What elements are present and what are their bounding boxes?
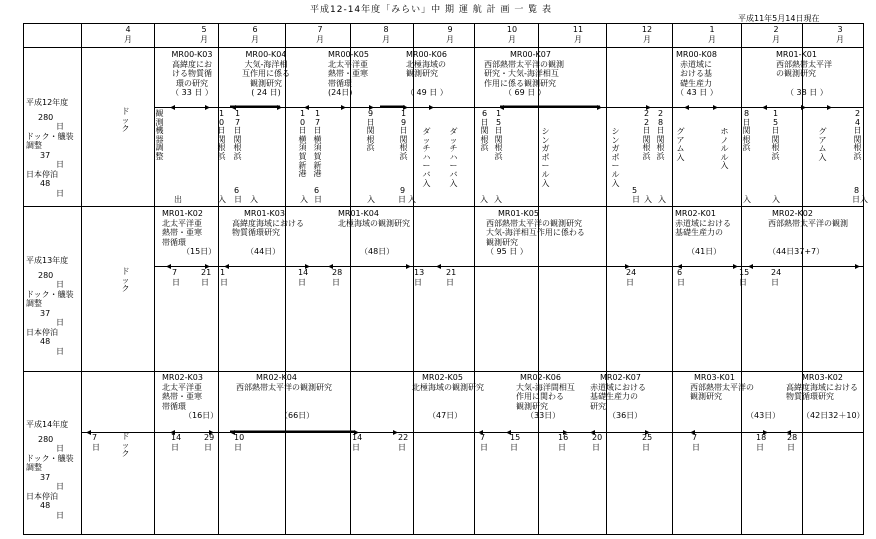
port-event: 17日関根浜: [233, 109, 242, 161]
month-number: 9: [447, 25, 453, 34]
port-event-dutch-harbor: ダッチハーバ入: [449, 127, 458, 188]
date-marker: 25 日: [642, 433, 653, 452]
as-of-date: 平成11年5月14日現在: [738, 14, 820, 23]
voyage-code: MR03-K01: [694, 373, 735, 382]
month-number: 7: [317, 25, 323, 34]
voyage-duration: （ 49 日 ）: [406, 88, 448, 97]
voyage-code: MR02-K03: [162, 373, 203, 382]
port-event-dutch-harbor: ダッチハーバ入: [422, 127, 431, 188]
date-marker: 28 日: [787, 433, 798, 452]
date-marker: 24 日: [771, 268, 782, 287]
month-number: 1: [709, 25, 715, 34]
date-marker: 7 日: [92, 433, 100, 452]
port-event: 24日関根浜: [853, 109, 862, 161]
voyage-block: MR01-K02 北太平洋亜 熱帯・亜寒 帯循環 （15日）: [162, 209, 217, 256]
voyage-duration: （48日）: [360, 247, 395, 256]
port-event: 28日関根浜: [656, 109, 665, 161]
port-event: 15日関根浜: [771, 109, 780, 161]
voyage-block: MR03-K02 高緯度海域における 物質循環研究 （42日32＋10）: [786, 373, 865, 420]
voyage-duration: （66日）: [280, 411, 315, 420]
month-number: 5: [201, 25, 207, 34]
voyage-block: MR01-K01 西部熱帯太平洋 の観測研究 （ 38 日 ）: [776, 50, 832, 97]
port-event-guam: グアム入: [676, 127, 685, 162]
voyage-code: MR01-K01: [776, 50, 817, 59]
fiscal-year: 平成12年度: [26, 98, 69, 107]
port-event-singapore: シンガポール入: [541, 127, 550, 188]
voyage-code: MR02-K01: [675, 209, 716, 218]
voyage-block: MR02-K05 北極海域の観測研究 （47日）: [412, 373, 484, 420]
page-title: 平成12-14年度「みらい」中 期 運 航 計 画 一 覧 表: [310, 5, 553, 15]
fiscal-year: 平成13年度: [26, 256, 69, 265]
voyage-block: MR02-K04 西部熱帯太平洋の観測研究 （66日）: [236, 373, 332, 420]
row-label-h12: 平成12年度 280 日 ドック・艤装 調整 37 日 日本停泊 48 日: [26, 98, 74, 198]
date-marker: 22 日: [398, 433, 409, 452]
port-event: 15日関根浜: [494, 109, 503, 161]
date-marker: 14 日: [298, 268, 309, 287]
voyage-code: MR00-K07: [510, 50, 551, 59]
port-event: 8日関根浜: [742, 109, 751, 153]
month-number: 4: [125, 25, 131, 34]
date-marker: 20 日: [592, 433, 603, 452]
dock-label: ドック: [121, 107, 130, 134]
row-label-h14: 平成14年度 280 日 ドック・艤装 調整 37 日 日本停泊 48 日: [26, 420, 74, 520]
port-event: 6日関根浜: [480, 109, 489, 153]
voyage-duration: (24日): [328, 88, 353, 97]
voyage-duration: （44日37+7）: [768, 247, 825, 256]
voyage-code: MR01-K03: [244, 209, 285, 218]
voyage-duration: （36日）: [608, 411, 643, 420]
voyage-duration: （ 69 日 ）: [504, 88, 546, 97]
voyage-block: MR00-K04 大気-海洋相 互作用に係る 観測研究 ( 24 日): [236, 50, 296, 98]
voyage-block: MR02-K06 大気-海洋間相互 作用に関わる 観測研究 （33日）: [516, 373, 575, 420]
voyage-block: MR00-K05 北太平洋亜 熱帯・亜寒 帯循環 (24日): [328, 50, 369, 97]
voyage-code: MR03-K02: [802, 373, 843, 382]
voyage-code: MR02-K07: [600, 373, 641, 382]
fiscal-year: 平成14年度: [26, 420, 69, 429]
date-marker: 7 日: [692, 433, 700, 452]
row-label-h13: 平成13年度 280 日 ドック・艤装 調整 37 日 日本停泊 48 日: [26, 256, 74, 356]
port-event-honolulu: ホノルル入: [720, 127, 729, 171]
date-marker: 21 日: [446, 268, 457, 287]
voyage-code: MR02-K05: [422, 373, 463, 382]
date-marker: 18 日: [756, 433, 767, 452]
voyage-duration: （ 95 日 ）: [486, 247, 528, 256]
dock-label: ドック: [121, 267, 130, 294]
date-marker: 7 日: [480, 433, 488, 452]
month-number: 11: [572, 25, 584, 34]
voyage-block: MR02-K07 赤道域における 基礎生産力の 研究 （36日）: [590, 373, 646, 420]
voyage-duration: （47日）: [428, 411, 463, 420]
date-marker: 1 日: [220, 268, 228, 287]
date-marker: 13 日: [414, 268, 425, 287]
voyage-duration: ( 24 日): [251, 88, 281, 97]
date-marker: 6 日: [677, 268, 685, 287]
voyage-code: MR00-K05: [328, 50, 369, 59]
date-marker: 28 日: [332, 268, 343, 287]
voyage-block: MR00-K06 北極海域の 観測研究 （ 49 日 ）: [406, 50, 448, 97]
voyage-duration: （ 38 日 ）: [786, 88, 828, 97]
voyage-duration: （42日32＋10）: [802, 411, 865, 420]
voyage-code: MR01-K04: [338, 209, 379, 218]
voyage-block: MR00-K08 赤道域に おける基 礎生産力 （ 43 日 ）: [676, 50, 718, 97]
voyage-code: MR01-K05: [498, 209, 539, 218]
voyage-duration: （33日）: [526, 411, 561, 420]
voyage-block: MR01-K05 西部熱帯太平洋の観測研究 大気-海洋相互作用に係わる 観測研究 （ 95 日 ）: [486, 209, 585, 256]
port-event: 19日関根浜: [399, 109, 408, 161]
month-number: 6: [252, 25, 258, 34]
voyage-duration: （41日）: [687, 247, 722, 256]
port-event-guam: グアム入: [818, 127, 827, 162]
month-number: 3: [837, 25, 843, 34]
date-marker: 21 日: [201, 268, 212, 287]
date-marker: 10 日: [234, 433, 245, 452]
port-event-singapore: シンガポール入: [611, 127, 620, 188]
date-marker: 29 日: [204, 433, 215, 452]
voyage-block: MR02-K01 赤道域における 基礎生産力の （41日）: [675, 209, 731, 256]
voyage-block: MR03-K01 西部熱帯太平洋の 観測研究 （43日）: [690, 373, 781, 420]
voyage-block: MR02-K02 西部熱帯太平洋の観測 （44日37+7）: [768, 209, 848, 256]
port-event: 10日関根浜: [217, 109, 226, 161]
voyage-code: MR02-K04: [256, 373, 297, 382]
port-event: 9日関根浜: [366, 109, 375, 153]
month-number: 12: [641, 25, 653, 34]
voyage-code: MR00-K04: [245, 50, 287, 59]
voyage-block: MR01-K04 北極海域の観測研究 （48日）: [338, 209, 410, 256]
voyage-code: MR02-K02: [772, 209, 813, 218]
adjust-label: 観測機器調整: [155, 109, 164, 161]
date-marker: 15 日: [739, 268, 750, 287]
voyage-code: MR00-K06: [406, 50, 447, 59]
voyage-code: MR00-K08: [676, 50, 717, 59]
voyage-code: MR00-K03: [171, 50, 213, 59]
date-marker: 7 日: [172, 268, 180, 287]
port-event: 10日横須賀新港: [298, 109, 307, 179]
voyage-block: MR01-K03 高緯度海域における 物質循環研究 （44日）: [232, 209, 304, 256]
date-marker: 15 日: [510, 433, 521, 452]
month-number: 8: [383, 25, 389, 34]
voyage-duration: （16日）: [184, 411, 219, 420]
date-marker: 16 日: [558, 433, 569, 452]
port-event: 17日横須賀新港: [313, 109, 322, 179]
date-marker: 24 日: [626, 268, 637, 287]
voyage-duration: （15日）: [182, 247, 217, 256]
voyage-code: MR01-K02: [162, 209, 203, 218]
port-event: 22日関根浜: [642, 109, 651, 161]
date-marker: 14 日: [171, 433, 182, 452]
voyage-block: MR00-K07 西部熱帯太平洋の観測 研究・大気-海洋相互 作用に係る観測研究 （ 69 日 ）: [484, 50, 564, 97]
date-marker: 14 日: [352, 433, 363, 452]
voyage-duration: （44日）: [246, 247, 281, 256]
month-number: 10: [506, 25, 518, 34]
voyage-duration: （ 43 日 ）: [676, 88, 718, 97]
voyage-duration: （43日）: [746, 411, 781, 420]
voyage-block: MR00-K03 高緯度にお ける物質循 環の研究 （ 33 日 ）: [165, 50, 219, 98]
voyage-block: MR02-K03 北太平洋亜 熱帯・亜寒 帯循環 （16日）: [162, 373, 219, 420]
voyage-code: MR02-K06: [520, 373, 561, 382]
dock-label: ドック: [121, 432, 130, 459]
voyage-duration: （ 33 日 ）: [171, 88, 213, 97]
month-number: 2: [773, 25, 779, 34]
